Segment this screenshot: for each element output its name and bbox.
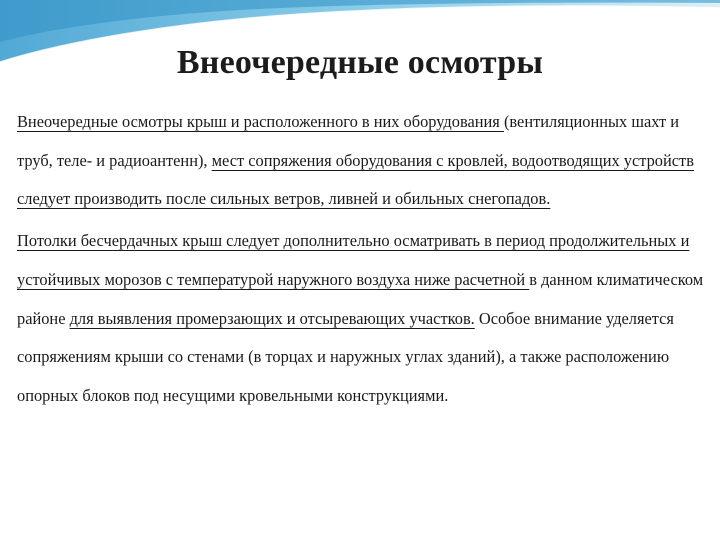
text-run: (вентиляционных шахт и труб, теле- и радиоантенн), <box>17 112 680 170</box>
slide-title: Внеочередные осмотры <box>176 44 544 81</box>
slide-body <box>17 103 707 416</box>
text-run: Особое внимание уделяется сопряжениям крыши со стенами (в торцах и наружных углах зданий), а также расположению опорных блоков под несущими кровельными конструкциями. <box>17 308 674 405</box>
text-run: в данном климатическом районе <box>17 269 704 328</box>
underlined-text-run: Внеочередные осмотры крыш и расположенного в них оборудования <box>17 112 504 131</box>
underlined-text-run: мест сопряжения оборудования с кровлей, водоотводящих устройств следует производить после сильных ветров, ливней и обильных снегопадов. <box>17 150 694 209</box>
underlined-text-run: для выявления промерзающих и отсыревающих участков. <box>69 308 475 328</box>
body-paragraph <box>17 103 707 219</box>
body-paragraph <box>17 222 707 416</box>
underlined-text-run: Потолки бесчердачных крыш следует дополнительно осматривать в период продолжительных и устойчивых морозов с температурой наружного воздуха ниже расчетной <box>17 231 690 289</box>
